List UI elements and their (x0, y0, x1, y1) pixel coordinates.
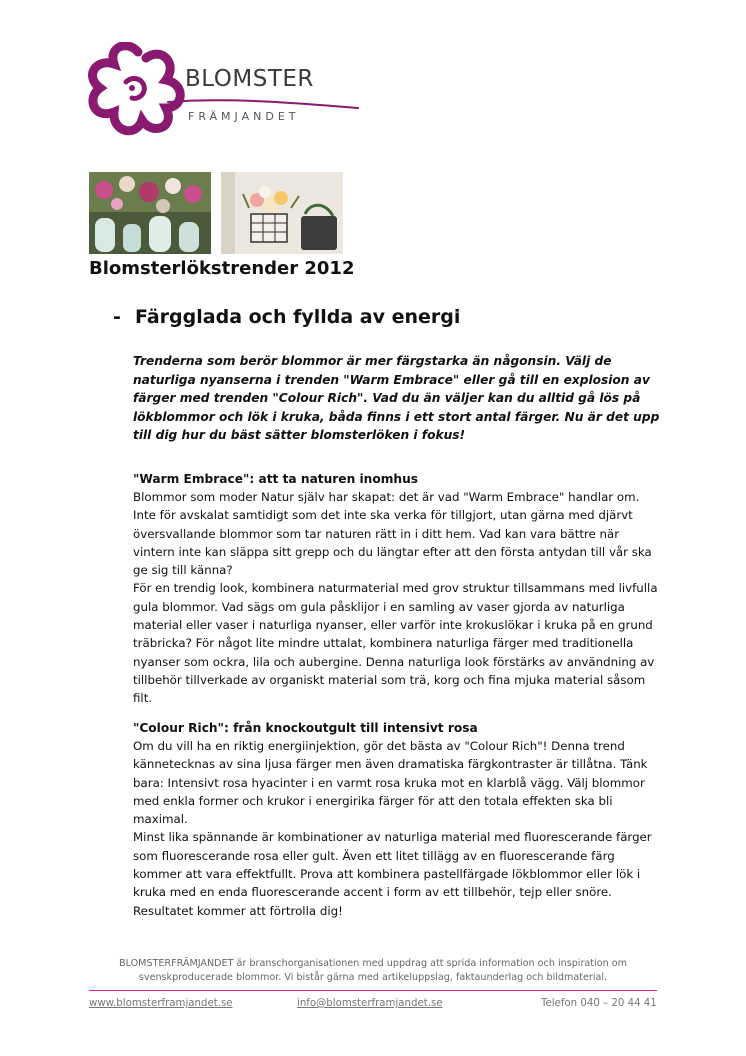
flower-vases-photo (89, 172, 211, 254)
phone-number: Telefon 040 – 20 44 41 (541, 998, 657, 1009)
footer-divider (89, 990, 657, 991)
section-paragraph: För en trendig look, kombinera naturmaterial med grov struktur tillsammans med livfulla gula blommor. Vad sägs om gula påsklijor i en samling av vaser gjorda av naturliga material eller vaser i naturliga nyanser, eller varför inte krokuslökar i kruka på en grund träbricka? För något lite mindre uttalat, kombinera naturliga färger med traditionella nyanser som ockra, lila och aubergine. Denna naturliga look förstärks av användning av tillbehör tillverkade av organiskt material som trä, korg och fina mjuka material såsom filt. (133, 581, 658, 706)
email-link[interactable]: info@blomsterframjandet.se (297, 998, 443, 1009)
section-paragraph: Minst lika spännande är kombinationer av naturliga material med fluorescerande färger som fluorescerande rosa eller gult. Även ett litet tillägg av en fluorescerande färg kommer att vara effektfullt. Prova att kombinera pastellfärgade lökblommor eller lök i kruka med en enda fluorescerande accent i form av ett tillbehör, tejp eller snöre. Resultatet kommer att förtrolla dig! (133, 830, 652, 918)
subtitle-text: Färgglada och fyllda av energi (135, 306, 461, 328)
section-warm-embrace (133, 470, 663, 708)
section-paragraph: Om du vill ha en riktig energiinjektion, gör det bästa av "Colour Rich"! Denna trend kännetecknas av sina ljusa färger men även dramatiska färgkontraster är tillåtna. Tänk bara: Intensivt rosa hyacinter i en varmt rosa kruka mot en klarblå vägg. Välj blommor med enkla former och krukor i energirika färger för att den totala effekten ska bli maximal. (133, 739, 648, 827)
section-paragraph: Blommor som moder Natur själv har skapat: det är vad "Warm Embrace" handlar om. Inte för avskalat samtidigt som det inte ska verka för tillgjort, utan gärna med djärvt översvallande blommor som tar naturen rätt in i ditt hem. Vad kan vara bättre när vintern inte kan släppa sitt grepp och du längtar efter att den första antydan till vår ska ge sig till känna? (133, 490, 652, 578)
subtitle-dash: - (113, 306, 121, 328)
logo-subtitle: FRÄMJANDET (188, 110, 300, 123)
website-link[interactable]: www.blomsterframjandet.se (89, 998, 233, 1009)
footer-description: BLOMSTERFRÄMJANDET är branschorganisationen med uppdrag att sprida information och inspiration om svenskproducerade blommor. Vi bistår gärna med artikeluppslag, faktaunderlag och bildmaterial. (119, 958, 627, 983)
section-colour-rich (133, 719, 663, 920)
section-heading: "Warm Embrace": att ta naturen inomhus (133, 472, 419, 486)
logo-name: BLOMSTER (185, 66, 314, 92)
document-title: Blomsterlökstrender 2012 (89, 258, 355, 279)
document-subtitle (113, 306, 460, 328)
flower-basket-photo (221, 172, 343, 254)
intro-paragraph: Trenderna som berör blommor är mer färgstarka än någonsin. Välj de naturliga nyanserna i trenden "Warm Embrace" eller gå till en explosion av färger med trenden "Colour Rich". Vad du än väljer kan du alltid gå lös på lökblommor och lök i kruka, båda finns i ett stort antal färger. Nu är det upp till dig hur du bäst sätter blomsterlöken i fokus! (133, 354, 660, 442)
section-heading: "Colour Rich": från knockoutgult till intensivt rosa (133, 721, 478, 735)
